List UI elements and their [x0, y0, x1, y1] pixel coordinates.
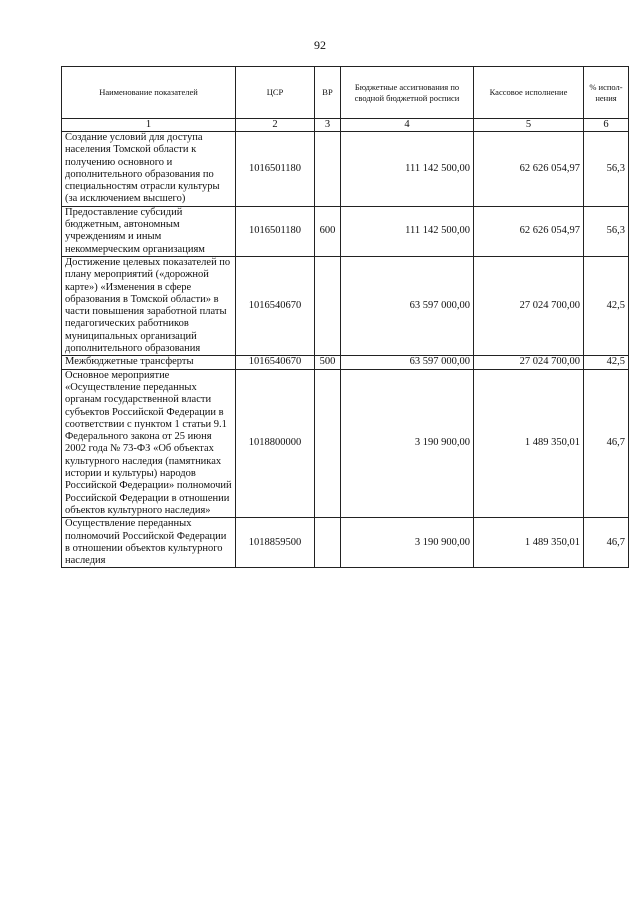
- column-number-row: [62, 119, 629, 132]
- row-vr: [315, 518, 341, 568]
- column-number: 6: [584, 119, 629, 132]
- column-number: 1: [62, 119, 236, 132]
- column-number: 3: [315, 119, 341, 132]
- row-csr: 1016501180: [236, 206, 315, 256]
- table-row: [62, 206, 629, 256]
- row-csr: 1018859500: [236, 518, 315, 568]
- row-csr: 1018800000: [236, 369, 315, 518]
- row-name: Межбюджетные трансферты: [62, 356, 236, 369]
- row-percent: 56,3: [584, 132, 629, 207]
- row-percent: 46,7: [584, 369, 629, 518]
- row-vr: [315, 256, 341, 355]
- table-row: [62, 356, 629, 369]
- row-cash: 1 489 350,01: [474, 518, 584, 568]
- table-row: [62, 369, 629, 518]
- row-name: Достижение целевых показателей по плану мероприятий («дорожной карте») «Изменения в сфере образования в Томской области» в части повышения заработной платы педагогических работников муниципальных организаций дополнительного образования: [62, 256, 236, 355]
- row-percent: 56,3: [584, 206, 629, 256]
- row-name: Создание условий для доступа населения Томской области к получению основного и дополнительного образования по специальностям отрасли культуры (за исключением высшего): [62, 132, 236, 207]
- column-number: 2: [236, 119, 315, 132]
- row-budget: 3 190 900,00: [341, 369, 474, 518]
- row-csr: 1016501180: [236, 132, 315, 207]
- row-csr: 1016540670: [236, 356, 315, 369]
- row-budget: 63 597 000,00: [341, 356, 474, 369]
- column-number: 5: [474, 119, 584, 132]
- row-name: Предоставление субсидий бюджетным, автономным учреждениям и иным некоммерческим организациям: [62, 206, 236, 256]
- header-name: Наименование показателей: [62, 67, 236, 119]
- row-vr: 600: [315, 206, 341, 256]
- row-cash: 1 489 350,01: [474, 369, 584, 518]
- header-vr: ВР: [315, 67, 341, 119]
- row-csr: 1016540670: [236, 256, 315, 355]
- row-vr: [315, 132, 341, 207]
- header-row: [62, 67, 629, 119]
- row-cash: 62 626 054,97: [474, 206, 584, 256]
- header-budget: Бюджетные ассигнования по сводной бюджетной росписи: [341, 67, 474, 119]
- row-budget: 3 190 900,00: [341, 518, 474, 568]
- header-percent: % испол-нения: [584, 67, 629, 119]
- row-cash: 27 024 700,00: [474, 256, 584, 355]
- row-percent: 46,7: [584, 518, 629, 568]
- row-vr: 500: [315, 356, 341, 369]
- row-budget: 63 597 000,00: [341, 256, 474, 355]
- row-cash: 62 626 054,97: [474, 132, 584, 207]
- column-number: 4: [341, 119, 474, 132]
- row-cash: 27 024 700,00: [474, 356, 584, 369]
- row-percent: 42,5: [584, 356, 629, 369]
- row-budget: 111 142 500,00: [341, 206, 474, 256]
- row-percent: 42,5: [584, 256, 629, 355]
- row-name: Основное мероприятие «Осуществление переданных органам государственной власти субъектов Российской Федерации в соответствии с пунктом 1 статьи 9.1 Федерального закона от 25 июня 2002 года № 73-ФЗ «Об объектах культурного наследия (памятниках истории и культуры) народов Российской Федерации» полномочий Российской Федерации в отношении объектов культурного наследия»: [62, 369, 236, 518]
- budget-execution-table: [61, 66, 629, 568]
- page-number: 92: [314, 38, 326, 52]
- header-csr: ЦСР: [236, 67, 315, 119]
- row-budget: 111 142 500,00: [341, 132, 474, 207]
- row-vr: [315, 369, 341, 518]
- table-row: [62, 256, 629, 355]
- header-cash: Кассовое исполнение: [474, 67, 584, 119]
- row-name: Осуществление переданных полномочий Российской Федерации в отношении объектов культурного наследия: [62, 518, 236, 568]
- table-row: [62, 518, 629, 568]
- table-row: [62, 132, 629, 207]
